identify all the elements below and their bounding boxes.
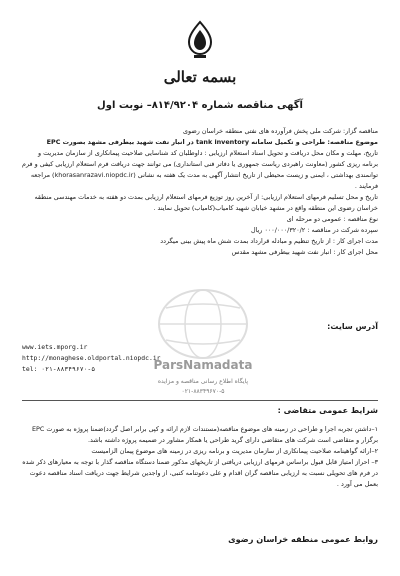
watermark-brand: ParsNamadata [153,358,253,372]
conditions-heading: شرایط عمومی متقاضی : [277,406,378,415]
basmala: بسمه تعالی [163,68,237,86]
tender-type: نوع مناقصه : عمومی دو مرحله ای [286,215,378,223]
signature: روابط عمومی منطقه خراسان رضوی [228,534,378,544]
condition-item: ۳– احراز امتیاز قابل قبول براساس فرمهای ارزیابی دریافتی از تاریخهای مذکور ضمنا دستگاه مناقصه گذار با توجه به معیارهای ذکر شده در فرم های تحویلی نسبت به ارزیابی مناقصه گران اقدام و علی دعوتنامه کتبی، از واجدین شرایط جهت دریافت اسناد مناقصه دعوت بعمل می آورد . [22,458,378,488]
notice-title: آگهی مناقصه شماره ۸۱۴/۹۲۰۴– نوبت اول [97,100,303,111]
link-iets[interactable]: www.iets.mporg.ir [22,343,88,351]
watermark-phone: ۰۲۱-۸۸۳۴۹۶۷۰-۵ [181,388,225,395]
docs-time-place: تاریخ، مهلت و مکان محل دریافت و تحویل اسناد استعلام ارزیابی : داوطلبان کد شناسایی صلاحیت پیمانکاری از سازمان مدیریت و برنامه ریزی کشور (معاونت راهبردی ریاست جمهوری یا دفاتر فنی استانداری) می توانند جهت دریافت فرم استعلام ارزیابی کیفی و فرم توانمندی بهداشتی ، ایمنی و زیست محیطی از تاریخ انتشار آگهی به مدت یک هفته به نشانی (khorasanrazavi.niopdc.ir) مراجعه فرمایند . [22,149,378,190]
section-divider [22,400,378,401]
submission-deadline: تاریخ و محل تسلیم فرمهای استعلام ارزیابی: از آخرین روز توزیع فرمهای استعلام ارزیابی بمدت دو هفته به خدمات مهندسی منطقه خراسان رضوی این منطقه واقع در مشهد خیابان شهید کامیاب(کامیاب) تحویل نمایند . [34,193,378,212]
subject-line: موضوع مناقصه: طراحی و تکمیل سامانه tank inventory در انبار نفت شهید بیطرفی مشهد بصورت EPC [46,138,378,146]
link-monaghese[interactable]: http://monaghese.oldportal.niopdc.ir [22,354,161,362]
condition-item: ۱–داشتن تجربه اجرا و طراحی در زمینه های موضوع مناقصه(مستندات لازم ارائه و کپی برابر اصل گردد)ضمنا پروژه به صورت EPC برگزار و متقاضی است شرکت های متقاضی دارای گرید طراحی یا همکار مشاور در ضمیمه پروژه داشته باشد. [31,425,378,444]
conditions-list [22,424,378,490]
watermark-caption: پایگاه اطلاع رسانی مناقصه و مزایده [157,378,249,385]
project-duration: مدت اجرای کار : از تاریخ تنظیم و مبادله قرارداد بمدت شش ماه پیش بینی میگردد [160,237,378,245]
contact-phone: tel: ۰۲۱-۸۸۳۴۹۶۷۰-۵ [22,365,96,373]
bid-guarantee: سپرده شرکت در مناقصه : ۰۰۰/۰۰۰/۳۲۰/۲ ریال [250,226,378,234]
notice-intro [22,126,378,258]
address-heading: آدرس سایت: [327,322,378,331]
condition-item: ۲–ارائه گواهینامه صلاحیت پیمانکاری از سازمان مدیریت و برنامه ریزی در زمینه های موضوع پیمان الزامیست [91,447,378,455]
watermark-globe-icon [118,282,288,392]
oil-company-logo-icon [178,16,222,60]
project-location: محل اجرای کار : انبار نفت شهید بیطرفی مشهد مقدس [231,248,378,256]
employer-line: مناقصه گزار: شرکت ملی پخش فرآورده های نفتی منطقه خراسان رضوی [183,127,378,135]
